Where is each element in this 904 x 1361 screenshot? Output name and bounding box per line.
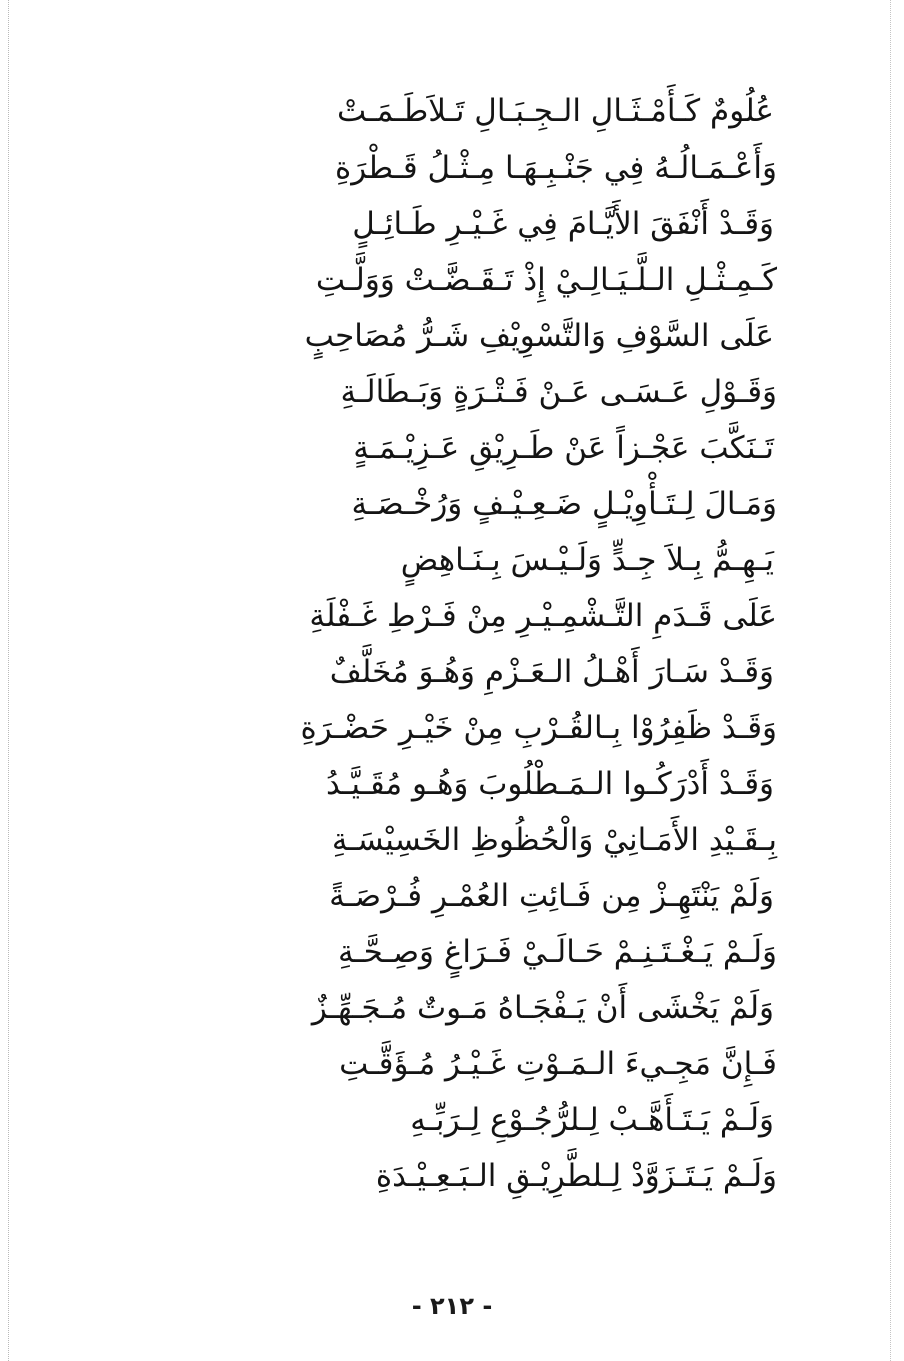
verse-line-13: وَقَـدْ أَدْرَكُـوا الـمَـطْلُوبَ وَهُـو مُقَـيَّـدُ [326, 766, 774, 802]
verse-line-11: وَقَـدْ سَـارَ أَهْـلُ الـعَـزْمِ وَهُـوَ مُخَلَّفٌ [329, 654, 774, 690]
page-number: - ٢١٢ - [411, 1292, 493, 1320]
verse-line-17: وَلَمْ يَخْشَى أَنْ يَـفْجَـاهُ مَـوتٌ مُـجَـهِّـزٌ [311, 990, 774, 1026]
scan-edge-right [890, 0, 891, 1361]
scan-edge-left [8, 0, 9, 1361]
verse-line-7: تَـنَكَّبَ عَجْـزاً عَنْ طَـرِيْقِ عَـزِيْـمَـةٍ [353, 430, 774, 466]
verse-line-9: يَـهِـمُّ بِـلاَ جِـدٍّ وَلَـيْـسَ بِـنَـاهِضٍ [400, 542, 774, 578]
verse-line-10: عَلَى قَـدَمِ التَّـشْمِـيْـرِ مِنْ فَـرْطِ غَـفْلَةِ [309, 598, 777, 634]
verse-line-12: وَقَـدْ ظَفِرُوْا بِـالقُـرْبِ مِنْ خَيْـرِ حَضْـرَةِ [300, 710, 777, 746]
verse-line-20: وَلَـمْ يَـتَـزَوَّدْ لِـلطَّرِيْـقِ الـبَـعِـيْـدَةِ [375, 1158, 777, 1194]
verse-line-19: وَلَـمْ يَـتَـأَهَّـبْ لِـلرُّجُـوْعِ لِـرَبِّـهِ [410, 1102, 774, 1138]
verse-line-18: فَـإِنَّ مَجِـيءَ الـمَـوْتِ غَـيْـرُ مُـؤَقَّـتِ [339, 1046, 777, 1082]
verse-line-5: عَلَى السَّوْفِ وَالتَّسْوِيْفِ شَـرُّ مُصَاحِبٍ [304, 318, 774, 354]
verse-line-16: وَلَـمْ يَـغْـتَـنِـمْ حَـالَـيْ فَـرَاغٍ وَصِـحَّـةِ [337, 934, 777, 970]
verse-line-4: كَـمِـثْـلِ الـلَّـيَـالِـيْ إِذْ تَـقَـضَّـتْ وَوَلَّـتِ [315, 262, 777, 298]
verse-line-14: بِـقَـيْدِ الأَمَـانِيْ وَالْحُظُوظِ الخَسِيْسَـةِ [331, 822, 777, 858]
verse-line-15: وَلَمْ يَنْتَهِـزْ مِن فَـائِتِ العُمْـرِ فُـرْصَـةً [329, 878, 774, 914]
verse-line-2: وَأَعْـمَـالُـهُ فِي جَنْـبِـهَـا مِـثْـلُ قَـطْرَةِ [335, 150, 777, 186]
verse-line-8: وَمَـالَ لِـتَـأْوِيْـلٍ ضَـعِـيْـفٍ وَرُخْـصَـةِ [351, 486, 777, 522]
verse-line-1: عُلُومٌ كَـأَمْـثَـالِ الـجِـبَـالِ تَـلاَطَـمَـتْ [337, 93, 774, 129]
verse-line-6: وَقَـوْلِ عَـسَـى عَـنْ فَـتْـرَةٍ وَبَـطَالَـةِ [340, 374, 777, 410]
verse-line-3: وَقَـدْ أَنْفَقَ الأَيَّـامَ فِي غَـيْـرِ طَـائِـلٍ [352, 206, 774, 242]
